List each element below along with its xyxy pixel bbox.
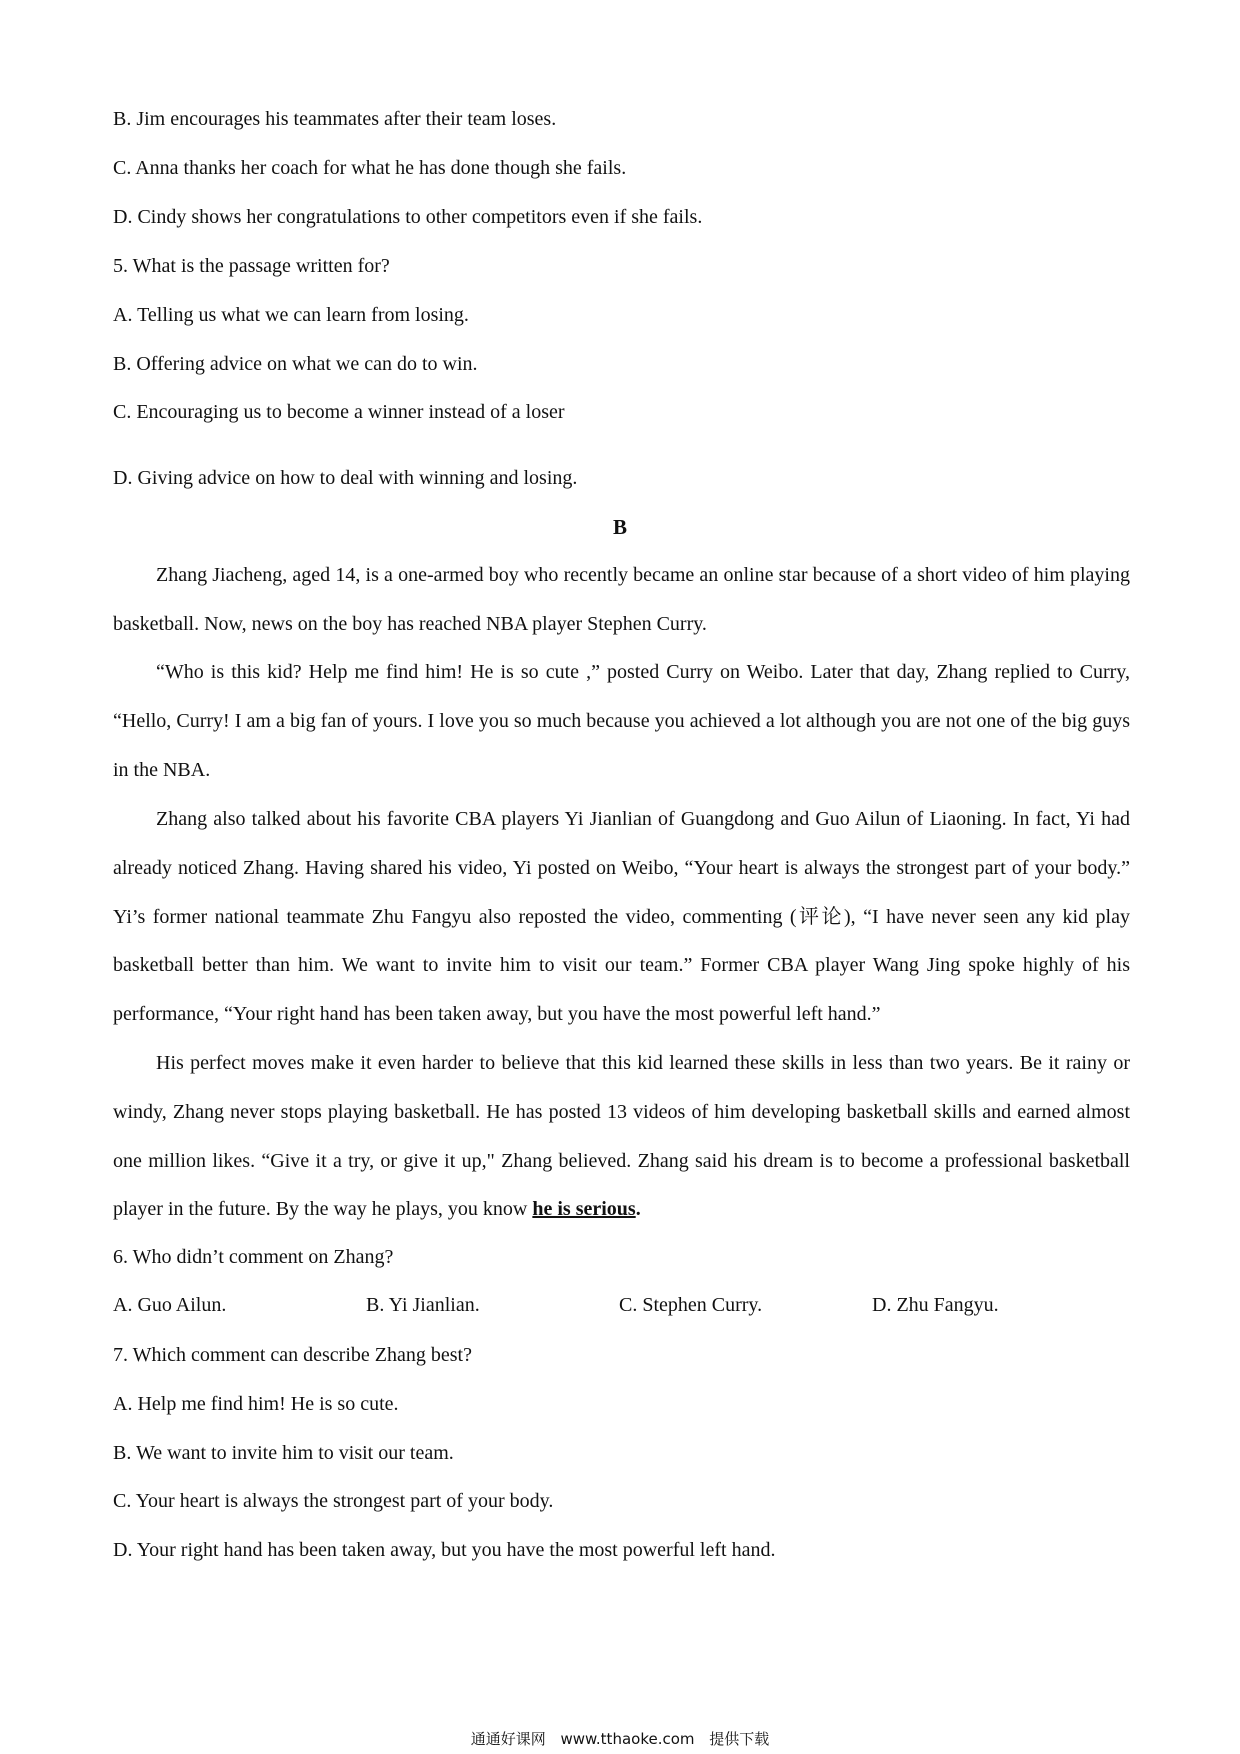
paragraph-4-end: . bbox=[635, 1198, 641, 1221]
q7-option-d: D. Your right hand has been taken away, but you have the most powerful left hand. bbox=[113, 1539, 776, 1561]
passage-paragraph-2: “Who is this kid? Help me find him! He is so cute ,” posted Curry on Weibo. Later that day, Zhang replied to Curry, “Hello, Curry! I am a big fan of yours. I love you so much because you achieved a lot although you are not one of the big guys in the NBA. bbox=[113, 661, 1130, 781]
passage-paragraph-3: Zhang also talked about his favorite CBA players Yi Jianlian of Guangdong and Guo Ailun of Liaoning. In fact, Yi had already noticed Zhang. Having shared his video, Yi posted on Weibo, “Your heart is always the strongest part of your body.” Yi’s former national teammate Zhu Fangyu also reposted the video, commenting (评论), “I have never seen any kid play basketball better than him. We want to invite him to visit our team.” Former CBA player Wang Jing spoke highly of his performance, “Your right hand has been taken away, but you have the most powerful left hand.” bbox=[113, 808, 1130, 1026]
paragraph-4-text: His perfect moves make it even harder to believe that this kid learned these skills in less than two years. Be it rainy or windy, Zhang never stops playing basketball. He has posted 13 videos of him developing basketball skills and earned almost one million likes. “Give it a try, or give it up," Zhang believed. Zhang said his dream is to become a professional basketball player in the future. By the way he plays, you know bbox=[113, 1052, 1130, 1221]
q5-option-d: D. Giving advice on how to deal with winning and losing. bbox=[113, 467, 578, 489]
q7-option-b: B. We want to invite him to visit our team. bbox=[113, 1442, 454, 1464]
q6-option-a: A. Guo Ailun. bbox=[113, 1294, 227, 1316]
q6-option-d: D. Zhu Fangyu. bbox=[872, 1294, 999, 1316]
passage-paragraph-1: Zhang Jiacheng, aged 14, is a one-armed boy who recently became an online star because of a short video of him playing basketball. Now, news on the boy has reached NBA player Stephen Curry. bbox=[113, 564, 1130, 635]
q7-option-a: A. Help me find him! He is so cute. bbox=[113, 1393, 399, 1415]
footer-site-name: 通通好课网 bbox=[470, 1730, 546, 1748]
option-b-prev: B. Jim encourages his teammates after their team loses. bbox=[113, 108, 557, 130]
question-7: 7. Which comment can describe Zhang best? bbox=[113, 1344, 472, 1366]
option-c-prev: C. Anna thanks her coach for what he has done though she fails. bbox=[113, 157, 627, 179]
q7-option-c: C. Your heart is always the strongest part of your body. bbox=[113, 1490, 554, 1512]
q5-option-b: B. Offering advice on what we can do to win. bbox=[113, 353, 478, 375]
q6-option-b: B. Yi Jianlian. bbox=[366, 1294, 480, 1316]
question-6: 6. Who didn’t comment on Zhang? bbox=[113, 1246, 394, 1268]
q6-option-c: C. Stephen Curry. bbox=[619, 1294, 763, 1316]
underlined-phrase: he is serious bbox=[532, 1198, 636, 1221]
footer-url[interactable]: www.tthaoke.com bbox=[560, 1730, 695, 1748]
passage-paragraph-4 bbox=[113, 1039, 1130, 1234]
q5-option-c: C. Encouraging us to become a winner instead of a loser bbox=[113, 401, 565, 423]
page-footer bbox=[0, 1729, 1240, 1749]
footer-note: 提供下载 bbox=[709, 1730, 770, 1748]
q5-option-a: A. Telling us what we can learn from losing. bbox=[113, 304, 469, 326]
question-5: 5. What is the passage written for? bbox=[113, 255, 390, 277]
section-b-title: B bbox=[612, 515, 627, 539]
q6-options bbox=[113, 1294, 1130, 1318]
option-d-prev: D. Cindy shows her congratulations to other competitors even if she fails. bbox=[113, 206, 703, 228]
